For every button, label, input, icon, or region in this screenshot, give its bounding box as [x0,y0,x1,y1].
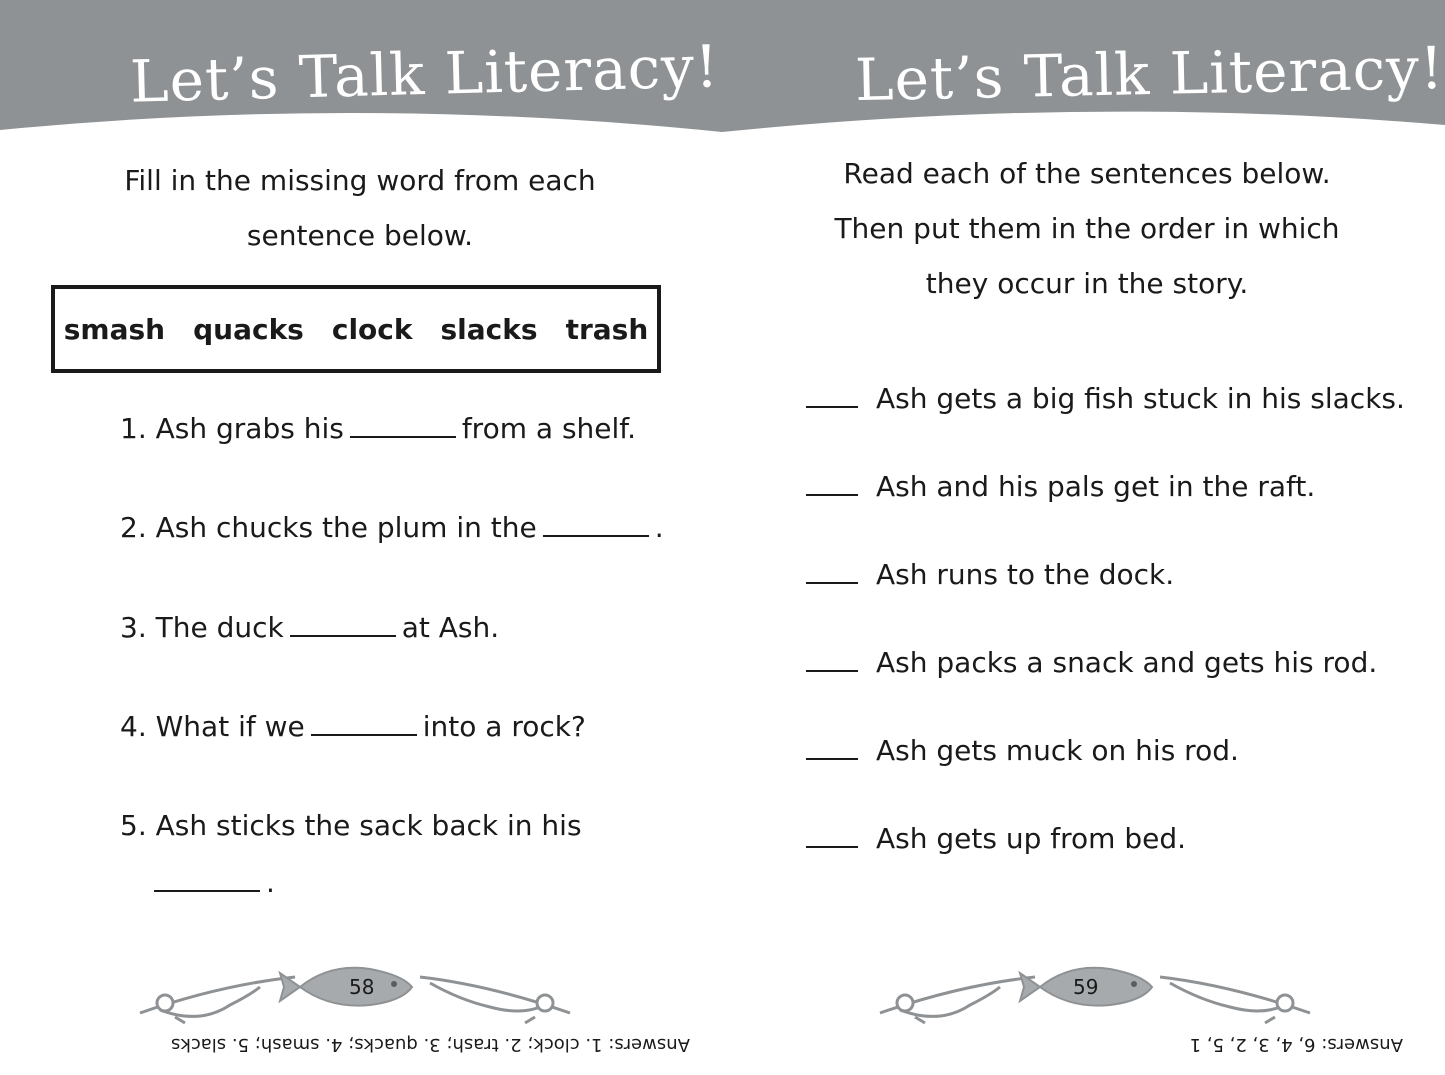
answer-blank[interactable] [154,868,260,892]
order-blank[interactable] [806,824,858,848]
word-bank-item: slacks [440,312,538,346]
word-bank [51,285,661,373]
page-number: 58 [349,975,375,999]
order-blank[interactable] [806,560,858,584]
question-1: 1. Ash grabs his from a shelf. [120,412,637,445]
word-bank-item: smash [63,312,166,346]
word-bank-item: trash [565,312,649,346]
fishing-rod-icon [140,977,295,1023]
right-page-title: Let’s Talk Literacy! [854,33,1445,115]
question-4: 4. What if we into a rock? [120,710,586,743]
left-page-title: Let’s Talk Literacy! [129,32,721,116]
question-5: 5. Ash sticks the sack back in his [120,809,582,842]
question-5-continuation: . [148,866,275,899]
fishing-rod-icon [880,977,1035,1023]
answer-blank[interactable] [311,712,417,736]
page-number: 59 [1073,975,1099,999]
word-bank-item: clock [331,312,413,346]
order-blank[interactable] [806,648,858,672]
fishing-rod-icon [420,977,570,1023]
word-bank-item: quacks [193,312,304,346]
sequence-item: Ash packs a snack and gets his rod. [806,646,1377,679]
sequence-item: Ash and his pals get in the raft. [806,470,1315,503]
answer-blank[interactable] [290,613,396,637]
sequence-item: Ash gets muck on his rod. [806,734,1239,767]
sequence-item: Ash runs to the dock. [806,558,1174,591]
order-blank[interactable] [806,472,858,496]
order-blank[interactable] [806,384,858,408]
question-2: 2. Ash chucks the plum in the . [120,511,664,544]
fish-icon [280,968,412,1006]
question-3: 3. The duck at Ash. [120,611,500,644]
sequence-item: Ash gets a big fish stuck in his slacks. [806,382,1405,415]
answer-key: Answers: 6, 4, 3, 2, 5, 1 [1189,1034,1403,1055]
answer-key: Answers: 1. clock; 2. trash; 3. quacks; 4. smash; 5. slacks [171,1034,690,1055]
answer-blank[interactable] [543,513,649,537]
left-instructions: Fill in the missing word from each sentence below. [124,164,596,252]
right-instructions: Read each of the sentences below. Then put them in the order in which they occur in the story. [834,157,1340,300]
answer-blank[interactable] [350,414,456,438]
order-blank[interactable] [806,736,858,760]
fishing-rod-icon [1160,977,1310,1023]
sequence-item: Ash gets up from bed. [806,822,1186,855]
